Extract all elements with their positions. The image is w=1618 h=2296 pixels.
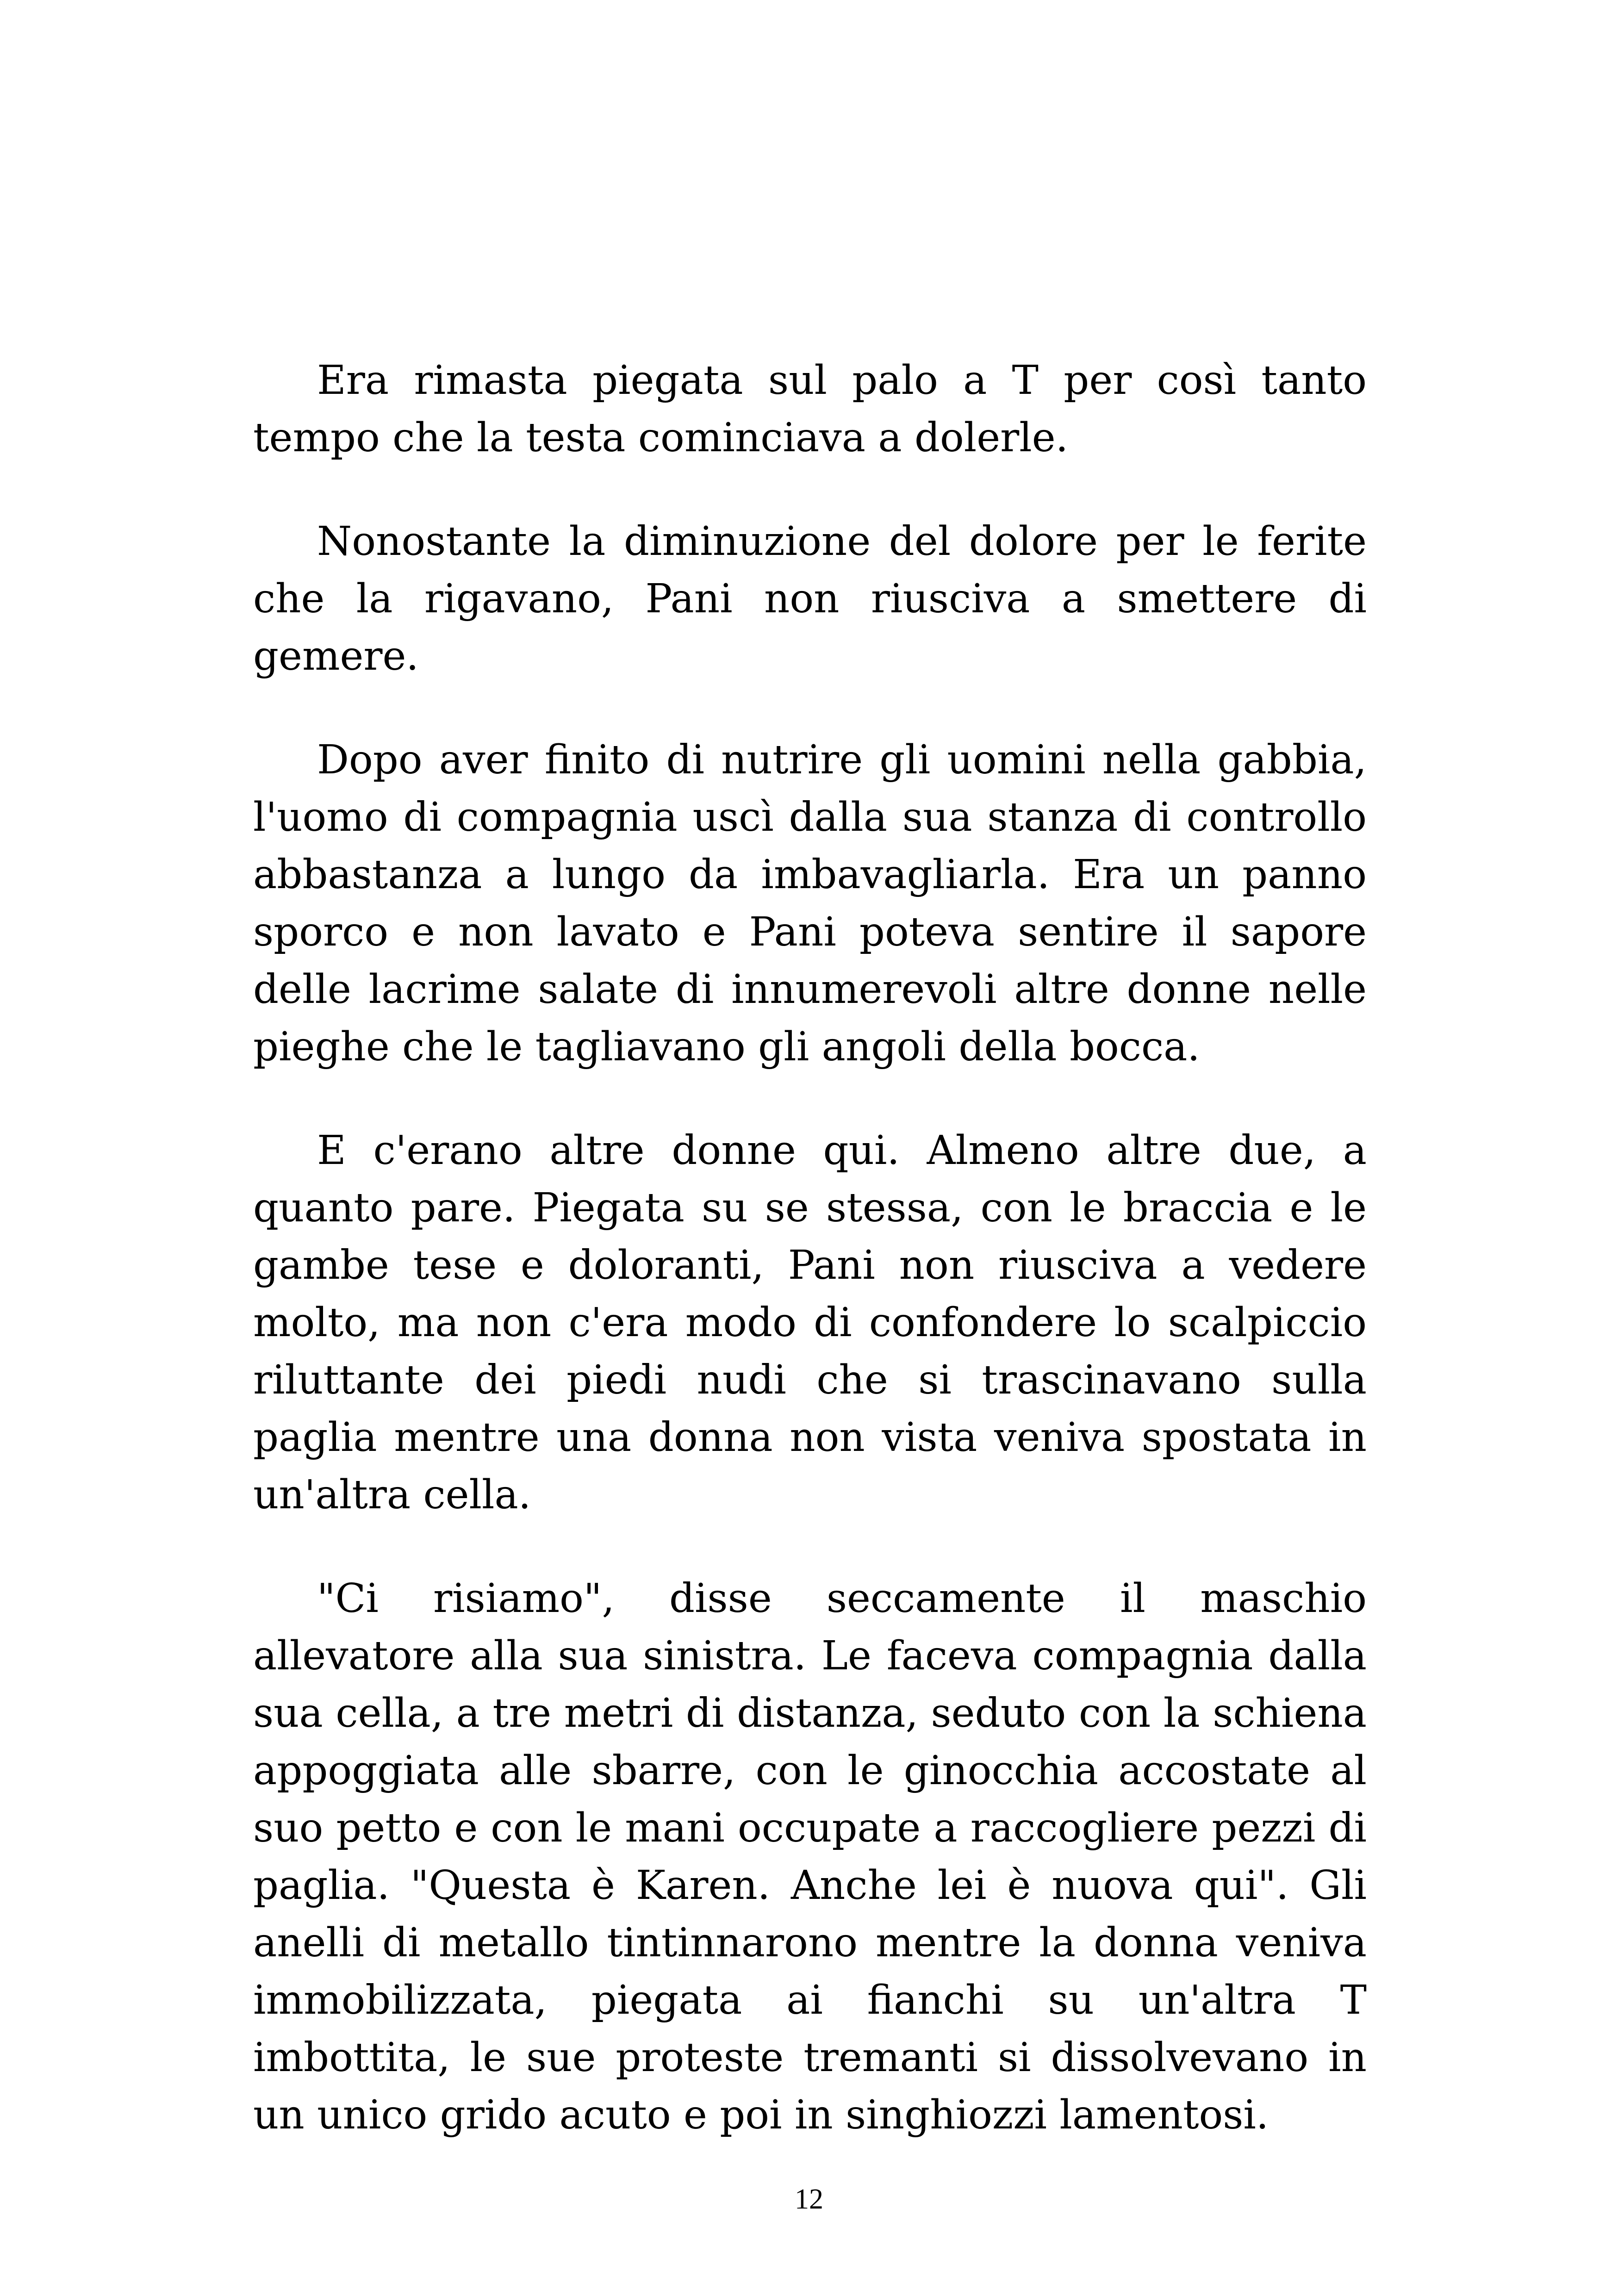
paragraph-5: "Ci risiamo", disse seccamente il maschio allevatore alla sua sinistra. Le faceva compagnia dalla sua cella, a tre metri di distanza, seduto con la schiena appoggiata alle sbarre, con le ginocchia accostate al suo petto e con le mani occupate a raccogliere pezzi di paglia. "Questa è Karen. Anche lei è nuova qui". Gli anelli di metallo tintinnarono mentre la donna veniva immobilizzata, piegata ai fianchi su un'altra T imbottita, le sue proteste tremanti si dissolvevano in un unico grido acuto e poi in singhiozzi lamentosi. bbox=[253, 1575, 1367, 2138]
paragraph-2: Nonostante la diminuzione del dolore per le ferite che la rigavano, Pani non riusciva a smettere di gemere. bbox=[253, 518, 1367, 679]
body-text bbox=[253, 352, 1367, 2190]
paragraph-3: Dopo aver finito di nutrire gli uomini nella gabbia, l'uomo di compagnia uscì dalla sua stanza di controllo abbastanza a lungo da imbavagliarla. Era un panno sporco e non lavato e Pani poteva sentire il sapore delle lacrime salate di innumerevoli altre donne nelle pieghe che le tagliavano gli angoli della bocca. bbox=[253, 737, 1367, 1070]
paragraph-1: Era rimasta piegata sul palo a T per così tanto tempo che la testa cominciava a dolerle. bbox=[253, 357, 1367, 461]
page-number: 12 bbox=[795, 2184, 823, 2215]
paragraph-4: E c'erano altre donne qui. Almeno altre due, a quanto pare. Piegata su se stessa, con le braccia e le gambe tese e doloranti, Pani non riusciva a vedere molto, ma non c'era modo di confondere lo scalpiccio riluttante dei piedi nudi che si trascinavano sulla paglia mentre una donna non vista veniva spostata in un'altra cella. bbox=[253, 1127, 1367, 1518]
